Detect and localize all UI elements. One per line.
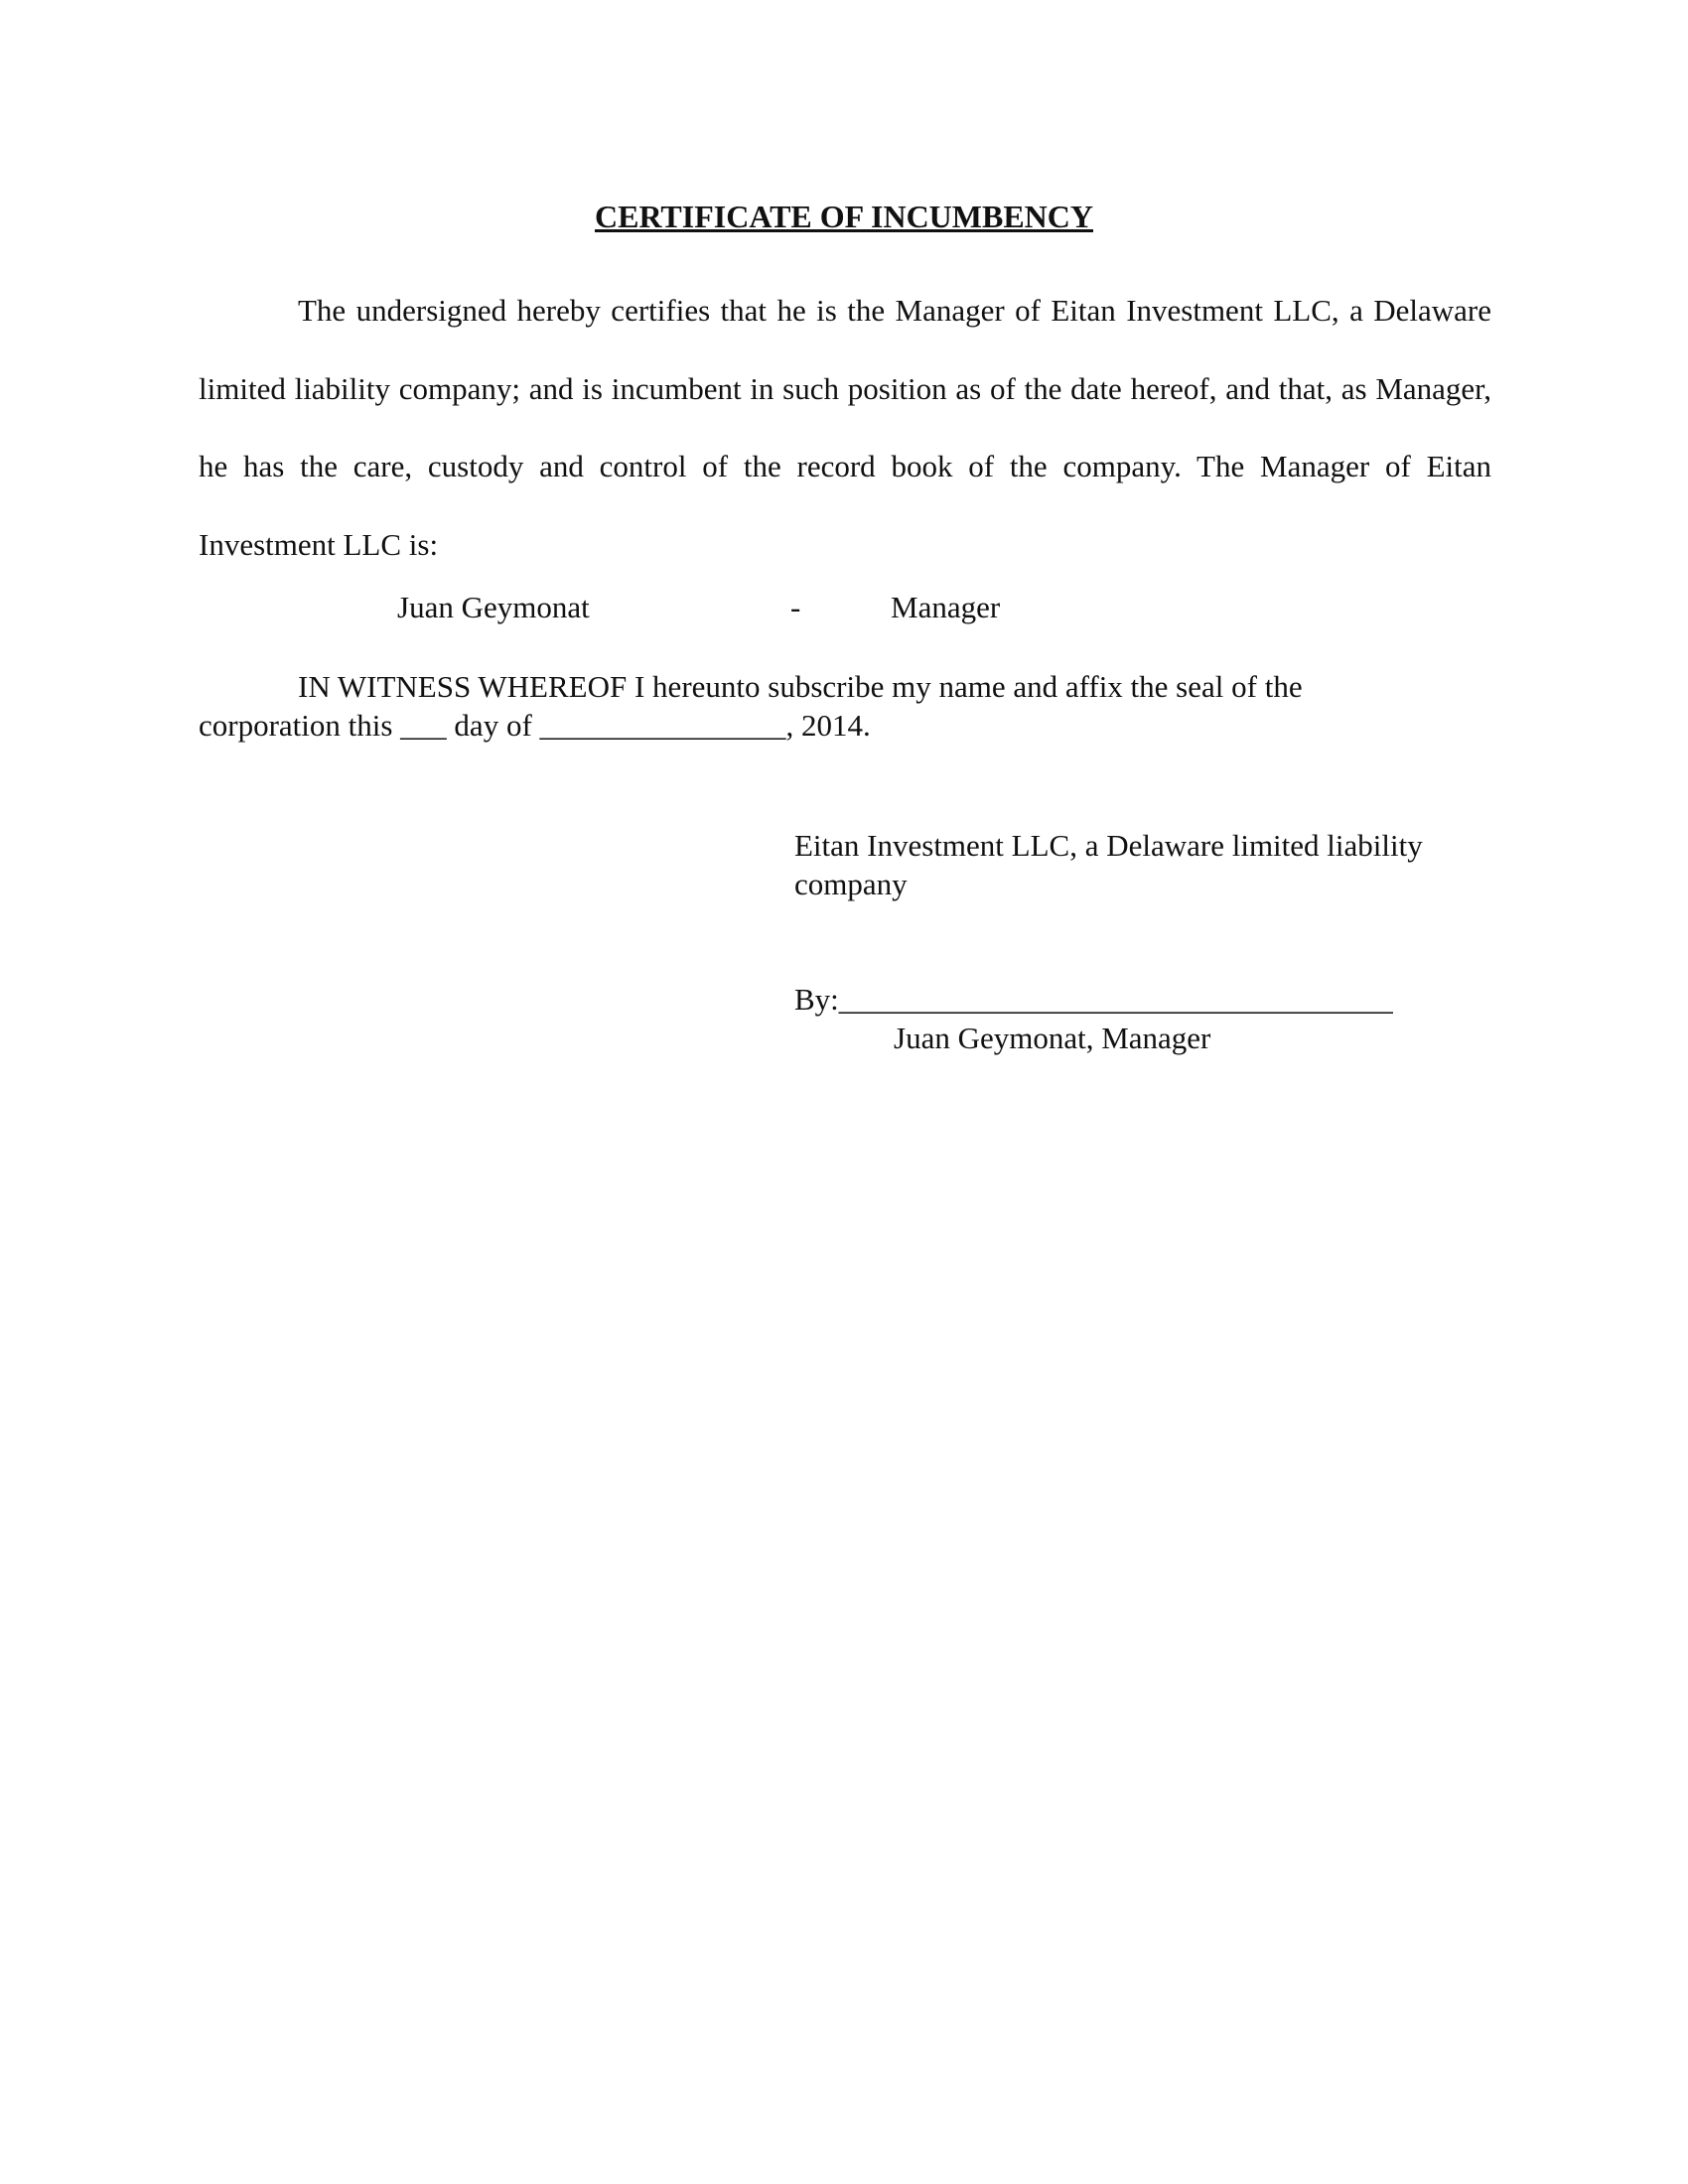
signature-company: Eitan Investment LLC, a Delaware limited liability company xyxy=(794,828,1423,901)
signature-line: By:____________________________________ xyxy=(794,982,1393,1017)
witness-line-1: IN WITNESS WHEREOF I hereunto subscribe my name and affix the seal of the xyxy=(298,669,1303,704)
officer-row xyxy=(0,586,1688,629)
officer-title: Manager xyxy=(891,590,1001,624)
witness-line-2: corporation this ___ day of ________________, 2014. xyxy=(199,708,871,743)
officer-name: Juan Geymonat xyxy=(397,590,590,624)
signer-name: Juan Geymonat, Manager xyxy=(894,1021,1211,1055)
officer-separator: - xyxy=(790,590,801,624)
document-title: CERTIFICATE OF INCUMBENCY xyxy=(594,199,1093,234)
witness-clause xyxy=(199,667,1489,745)
certification-paragraph: The undersigned hereby certifies that he is the Manager of Eitan Investment LLC, a Delaware limited liability company; and is incumbent in such position as of the date hereof, and that, as Manager, he has the care, custody and control of the record book of the company. The Manager of Eitan Investment LLC is: xyxy=(199,293,1491,562)
